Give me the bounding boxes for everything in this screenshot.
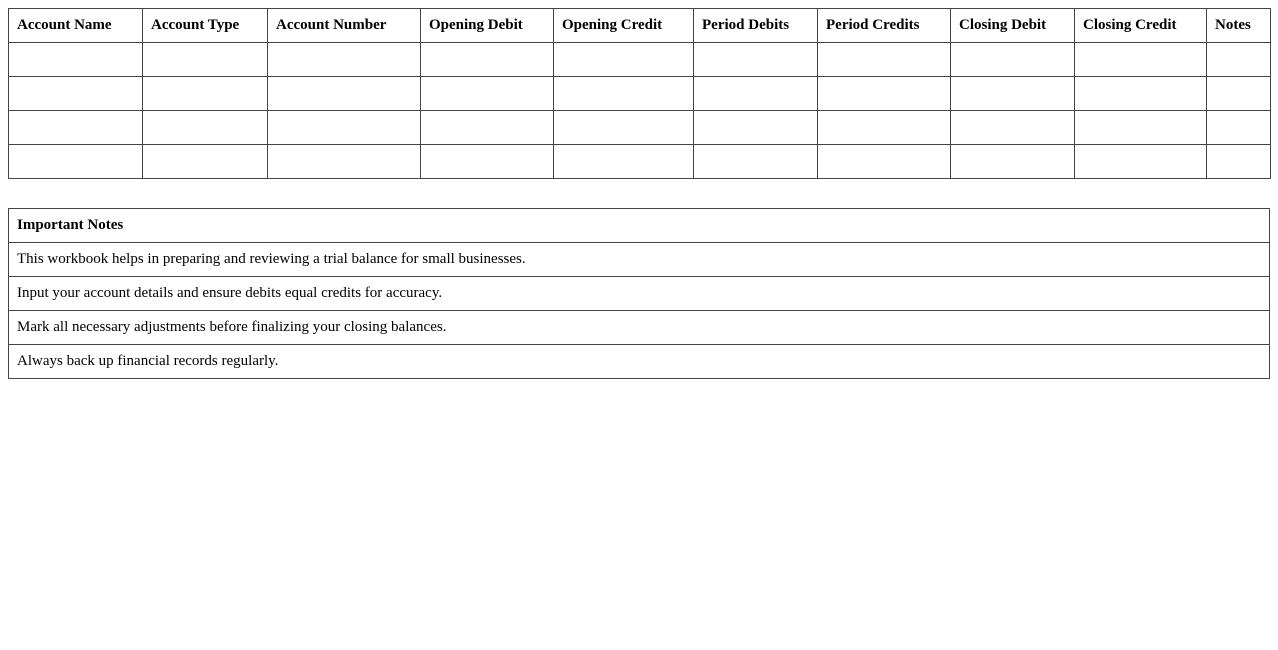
note-item: Mark all necessary adjustments before finalizing your closing balances. — [9, 311, 1270, 345]
table-cell[interactable] — [694, 43, 818, 77]
table-cell[interactable] — [1207, 145, 1271, 179]
table-row — [9, 111, 1271, 145]
notes-title: Important Notes — [9, 209, 1270, 243]
table-cell[interactable] — [818, 77, 951, 111]
table-cell[interactable] — [9, 111, 143, 145]
table-cell[interactable] — [554, 111, 694, 145]
column-header-period-credits: Period Credits — [818, 9, 951, 43]
note-row — [9, 311, 1270, 345]
table-cell[interactable] — [694, 145, 818, 179]
note-row — [9, 277, 1270, 311]
header-row — [9, 9, 1271, 43]
table-cell[interactable] — [9, 77, 143, 111]
table-cell[interactable] — [1207, 77, 1271, 111]
table-cell[interactable] — [9, 43, 143, 77]
column-header-period-debits: Period Debits — [694, 9, 818, 43]
note-item: This workbook helps in preparing and reviewing a trial balance for small businesses. — [9, 243, 1270, 277]
note-row — [9, 345, 1270, 379]
table-cell[interactable] — [818, 145, 951, 179]
table-cell[interactable] — [951, 43, 1075, 77]
table-cell[interactable] — [1075, 145, 1207, 179]
table-cell[interactable] — [694, 111, 818, 145]
table-cell[interactable] — [421, 43, 554, 77]
table-cell[interactable] — [143, 145, 268, 179]
table-cell[interactable] — [421, 77, 554, 111]
table-cell[interactable] — [143, 43, 268, 77]
table-cell[interactable] — [554, 43, 694, 77]
note-row — [9, 243, 1270, 277]
table-cell[interactable] — [1207, 43, 1271, 77]
table-cell[interactable] — [694, 77, 818, 111]
table-cell[interactable] — [268, 77, 421, 111]
column-header-closing-credit: Closing Credit — [1075, 9, 1207, 43]
table-cell[interactable] — [143, 111, 268, 145]
column-header-account-number: Account Number — [268, 9, 421, 43]
table-cell[interactable] — [818, 111, 951, 145]
table-cell[interactable] — [1075, 77, 1207, 111]
column-header-opening-debit: Opening Debit — [421, 9, 554, 43]
table-cell[interactable] — [9, 145, 143, 179]
column-header-opening-credit: Opening Credit — [554, 9, 694, 43]
table-cell[interactable] — [554, 145, 694, 179]
note-item: Input your account details and ensure debits equal credits for accuracy. — [9, 277, 1270, 311]
table-cell[interactable] — [268, 145, 421, 179]
table-cell[interactable] — [268, 111, 421, 145]
table-cell[interactable] — [951, 145, 1075, 179]
column-header-notes: Notes — [1207, 9, 1271, 43]
table-cell[interactable] — [268, 43, 421, 77]
table-row — [9, 145, 1271, 179]
table-row — [9, 43, 1271, 77]
table-cell[interactable] — [143, 77, 268, 111]
table-cell[interactable] — [554, 77, 694, 111]
table-cell[interactable] — [421, 145, 554, 179]
column-header-account-type: Account Type — [143, 9, 268, 43]
column-header-closing-debit: Closing Debit — [951, 9, 1075, 43]
note-item: Always back up financial records regularly. — [9, 345, 1270, 379]
table-cell[interactable] — [951, 111, 1075, 145]
table-cell[interactable] — [1075, 111, 1207, 145]
notes-header-row — [9, 209, 1270, 243]
column-header-account-name: Account Name — [9, 9, 143, 43]
trial-balance-table — [8, 8, 1271, 179]
table-cell[interactable] — [818, 43, 951, 77]
table-row — [9, 77, 1271, 111]
table-cell[interactable] — [1075, 43, 1207, 77]
table-cell[interactable] — [421, 111, 554, 145]
table-cell[interactable] — [951, 77, 1075, 111]
table-cell[interactable] — [1207, 111, 1271, 145]
important-notes-table — [8, 208, 1270, 379]
